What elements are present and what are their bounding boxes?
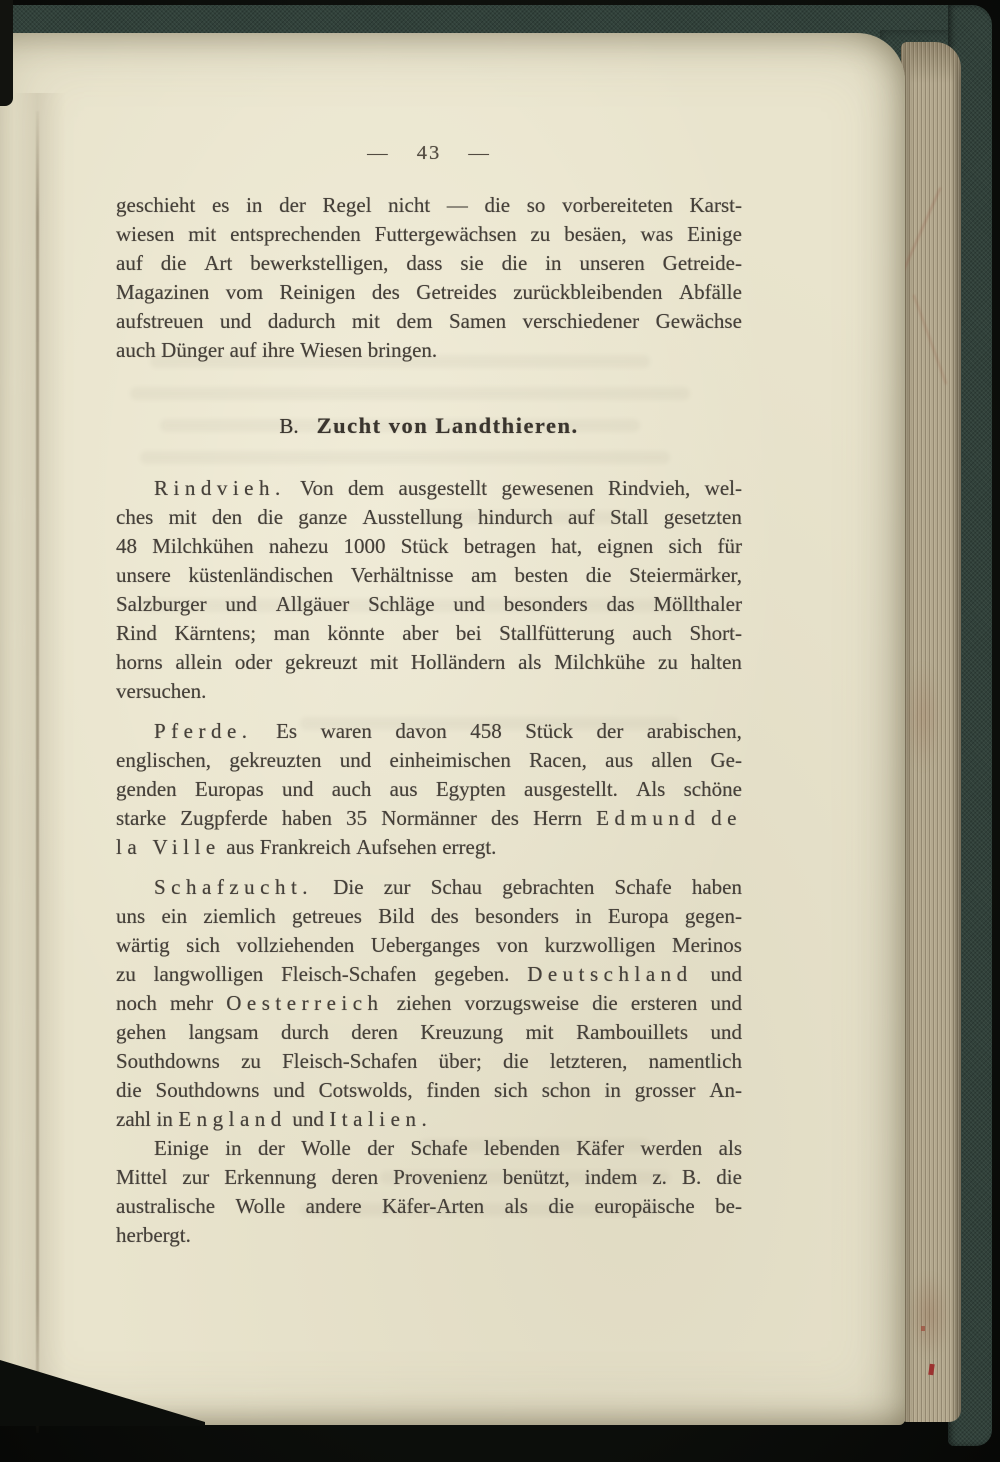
word: so [526,193,546,217]
word: in [545,251,562,275]
word: sich [668,534,703,558]
word: genden [116,777,177,801]
word: ganze [298,505,348,529]
word: in [575,904,592,928]
word: dass [406,251,443,275]
word: Bild [378,904,415,928]
word: Reinigen [279,280,356,304]
word: Es [276,719,298,743]
word: in [246,193,263,217]
text-line [116,1047,742,1076]
word: Getreide- [662,251,742,275]
word: und [219,309,252,333]
word: Käfer [576,1136,625,1160]
word: hindurch [478,505,553,529]
word: grosser [634,1078,696,1102]
heading-title: Zucht von Landthieren. [316,413,579,438]
word: halten [690,650,742,674]
word: was [640,222,674,246]
word: ihre [261,338,295,362]
word: Herrn [533,806,583,830]
word: andere [305,1194,362,1218]
word: australische [116,1194,216,1218]
heading-prefix: B. [279,414,299,438]
word: vollziehenden [236,933,355,957]
word: Wolle [301,1136,351,1160]
word: auch [116,338,156,362]
word: Rind [116,621,157,645]
text-line [116,804,742,833]
word: Wolle [235,1194,286,1218]
word: zurückbleibenden [513,280,663,304]
word: Merinos [671,933,742,957]
word: namentlich [648,1049,742,1073]
word: die [716,1165,742,1189]
word: allen [651,748,693,772]
word: auf [567,505,595,529]
book-page [0,33,905,1425]
letterspaced-word: England [178,1107,287,1131]
word: Samen [448,309,507,333]
word: in [156,1107,173,1131]
word: Mittel [116,1165,168,1189]
text-line [116,191,742,220]
word: Ueberganges [370,933,481,957]
word: zu [241,1049,261,1073]
text-line [116,1192,742,1221]
word: Fleisch-Schafen [281,962,417,986]
word: gewesenen [501,476,594,500]
word: europäische [594,1194,695,1218]
word: dem [347,476,385,500]
word: englischen, [116,748,212,772]
word: arabischen, [646,719,742,743]
word: sich [493,1078,528,1102]
word: Europas [194,777,264,801]
word: der [596,719,624,743]
text-line [116,717,742,746]
word: mit [351,309,380,333]
word: Schau [430,875,483,899]
word: uns [116,904,146,928]
word: Zugpferde [180,806,268,830]
word: An- [709,1078,742,1102]
word: oder [234,650,273,674]
word: eignen [597,534,654,558]
page-text [0,33,905,1425]
text-line [116,220,742,249]
word: Normänner [381,806,477,830]
text-line [116,902,742,931]
letterspaced-word: la Ville [116,835,221,859]
word: mit [370,650,399,674]
letterspaced-word: Italien. [329,1107,433,1131]
word: Abfälle [678,280,742,304]
photo-corner-shadow-top-left [0,0,13,106]
word: als [504,1194,528,1218]
text-line [116,278,742,307]
word: finden [426,1078,481,1102]
word: Provenienz [393,1165,488,1189]
word: Milchkühe [554,650,646,674]
word: Möllthaler [653,592,742,616]
word: Einige [154,1136,209,1160]
word: Ausstellung [362,505,463,529]
word: nahezu [268,534,329,558]
word: Karst- [689,193,742,217]
word: das [606,592,635,616]
word: die [501,251,528,275]
word: Stallfütterung [499,621,615,645]
word: noch [116,991,157,1015]
word: Magazinen [116,280,210,304]
word: waren [320,719,372,743]
word: des [490,806,519,830]
word: des [371,280,400,304]
word: verschiedener [522,309,640,333]
word: B. [681,1165,702,1189]
text-line [116,474,742,503]
word: benützt, [502,1165,570,1189]
word: die [160,251,187,275]
fore-edge-scratch [913,295,947,385]
word: Allgäuer [275,592,350,616]
word: 1000 [343,534,386,558]
word: Wiesen [300,338,363,362]
paragraph-kaefer [116,1134,742,1250]
word: nicht [388,193,431,217]
text-line [116,775,742,804]
text-line [116,590,742,619]
word: Stück [525,719,574,743]
word: es [211,193,230,217]
word: der [257,1136,285,1160]
word: herbergt. [116,1223,191,1247]
word: aus [226,835,255,859]
word: 48 [116,534,137,558]
word: Einige [687,222,742,246]
word: aus [389,777,418,801]
word: Ge- [710,748,742,772]
word: dem [396,309,433,333]
fore-edge-red-mark [928,1364,934,1376]
word: dadurch [267,309,336,333]
word: auch [331,777,372,801]
text-line [116,960,742,989]
word: durch [281,1020,329,1044]
word: mehr [169,991,214,1015]
word: bei [455,621,482,645]
word: ausgestellt [398,476,488,500]
paragraph-schafzucht [116,873,742,1134]
word: als [718,1136,742,1160]
word: gesetzten [663,505,742,529]
word: am [471,563,497,587]
word: letzteren, [549,1049,628,1073]
text-line [116,648,742,677]
word: mit [188,222,217,246]
word: Als [636,777,666,801]
word: getreues [292,904,362,928]
word: die [592,991,618,1015]
text-line [116,1163,742,1192]
word: allein [175,650,223,674]
word: die [585,563,612,587]
word: sie [460,251,484,275]
word: und [292,1107,324,1131]
word: über; [438,1049,482,1073]
word: Southdowns [116,1049,220,1073]
word: gebrachten [502,875,595,899]
word: zu [658,650,678,674]
fore-edge-smudge [907,1272,951,1358]
letterspaced-word: Schafzucht. [154,875,314,899]
word: Stall [610,505,649,529]
word: küstenländischen [188,563,334,587]
word: ziemlich [203,904,276,928]
word: langwolligen [153,962,264,986]
word: versuchen. [116,679,207,703]
word: Stück [400,534,449,558]
word: die [548,1194,575,1218]
word: und [453,592,485,616]
paragraph-rindvieh [116,474,742,706]
text-line [116,503,742,532]
text-line [116,873,742,902]
word: für [717,534,742,558]
word: und [710,1020,742,1044]
word: 458 [470,719,502,743]
word: als [518,650,542,674]
section-heading [116,411,742,441]
word: indem [584,1165,638,1189]
text-line [116,1134,742,1163]
word: wiesen [116,222,175,246]
word: Rindvieh, [608,476,691,500]
text-line [116,746,742,775]
paragraph-pferde [116,717,742,862]
word: davon [395,719,447,743]
paragraph-karstwiesen [116,191,742,365]
word: z. [652,1165,667,1189]
word: Schläge [368,592,435,616]
word: den [211,505,243,529]
text-line [116,336,742,365]
word: lebenden [484,1136,560,1160]
letterspaced-word: Edmund de [596,806,742,830]
word: aus [605,748,634,772]
word: Die [333,875,364,899]
word: horns [116,650,163,674]
word: vom [225,280,264,304]
word: schöne [683,777,742,801]
letterspaced-word: Rindvieh. [154,476,286,500]
text-line [116,307,742,336]
word: in [604,1078,621,1102]
word: ein [161,904,188,928]
word: besten [514,563,569,587]
word: geschieht [116,193,196,217]
word: besonders [475,904,559,928]
word: Aufsehen [356,835,437,859]
letterspaced-word: Pferde. [154,719,253,743]
word: erregt. [442,835,497,859]
word: die [257,505,284,529]
word: Schafe [614,875,672,899]
word: gehen [116,1020,167,1044]
word: — [446,193,468,217]
word: des [430,904,459,928]
word: gekreuzten [229,748,322,772]
text-line [116,532,742,561]
word: könnte [327,621,385,645]
word: vorbereiteten [562,193,673,217]
word: die [503,1049,529,1073]
text-line [116,1221,742,1250]
word: Futtergewächsen [374,222,517,246]
word: und [273,1078,305,1102]
word: einheimischen [389,748,511,772]
word: gegeben. [434,962,510,986]
word: zu [530,222,551,246]
word: Steiermärker, [629,563,742,587]
word: Getreides [416,280,497,304]
word: Von [300,476,334,500]
word: Rambouillets [576,1020,689,1044]
word: Cotswolds, [318,1078,413,1102]
word: kurzwolligen [544,933,656,957]
word: Schafe [410,1136,468,1160]
word: wel- [704,476,742,500]
word: 35 [346,806,368,830]
text-line [116,619,742,648]
word: Milchkühen [152,534,254,558]
word: Regel [322,193,372,217]
word: gegen- [684,904,742,928]
word: zu [116,962,136,986]
word: mit [525,1020,554,1044]
word: und [710,991,742,1015]
word: Verhältnisse [350,563,454,587]
word: haben [281,806,332,830]
word: und [225,592,257,616]
word: ches [116,505,154,529]
word: Holländern [410,650,506,674]
word: unseren [579,251,645,275]
word: Dünger [161,338,225,362]
word: wärtig [116,933,170,957]
word: Art [204,251,233,275]
word: Erkennung [224,1165,317,1189]
word: werden [640,1136,703,1160]
text-line [116,1018,742,1047]
text-line [116,1105,742,1134]
word: der [279,193,306,217]
word: Gewächse [655,309,742,333]
text-line [116,931,742,960]
word: Kärntens; [174,621,257,645]
word: aufstreuen [116,309,204,333]
word: deren [331,1165,379,1189]
text-line [116,561,742,590]
page-number: — 43 — [367,142,491,164]
word: in [225,1136,242,1160]
word: Europa [607,904,669,928]
word: Racen, [529,748,587,772]
word: auch [632,621,672,645]
word: Kreuzung [420,1020,504,1044]
word: Käfer-Arten [382,1194,485,1218]
word: bewerkstelligen, [250,251,389,275]
word: von [496,933,529,957]
word: be- [715,1194,742,1218]
text-line [116,677,742,706]
word: die [116,1078,142,1102]
word: sich [186,933,220,957]
word: entsprechenden [230,222,361,246]
text-line [116,989,742,1018]
word: Salzburger [116,592,207,616]
book-fore-edge [901,42,961,1422]
word: mit [168,505,197,529]
letterspaced-word: Deutschland [527,962,693,986]
letterspaced-word: Oesterreich [226,991,384,1015]
text-line [116,833,742,862]
word: aber [402,621,439,645]
word: Fleisch-Schafen [282,1049,418,1073]
word: auf [229,338,257,362]
word: Egypten [435,777,506,801]
word: deren [351,1020,398,1044]
text-line [116,249,742,278]
word: ausgestellt. [524,777,618,801]
word: hat, [551,534,583,558]
word: man [273,621,310,645]
word: zur [182,1165,210,1189]
word: Frankreich [259,835,351,859]
word: ersteren [630,991,698,1015]
word: und [281,777,314,801]
word: schon [541,1078,591,1102]
word: starke [116,806,167,830]
word: langsam [188,1020,259,1044]
word: zur [383,875,411,899]
fore-edge-smudge [905,662,941,772]
word: Short- [689,621,742,645]
word: besonders [503,592,588,616]
word: besäen, [564,222,627,246]
word: Southdowns [155,1078,260,1102]
word: haben [691,875,742,899]
word: auf [116,251,143,275]
word: und [710,962,742,986]
word: betragen [463,534,537,558]
word: die [484,193,511,217]
text-line [116,1076,742,1105]
word: vorzugsweise [464,991,579,1015]
word: ziehen [396,991,452,1015]
word: der [367,1136,395,1160]
word: gekreuzt [285,650,358,674]
word: und [339,748,372,772]
word: bringen. [367,338,438,362]
word: zahl [116,1107,151,1131]
word: unsere [116,563,171,587]
